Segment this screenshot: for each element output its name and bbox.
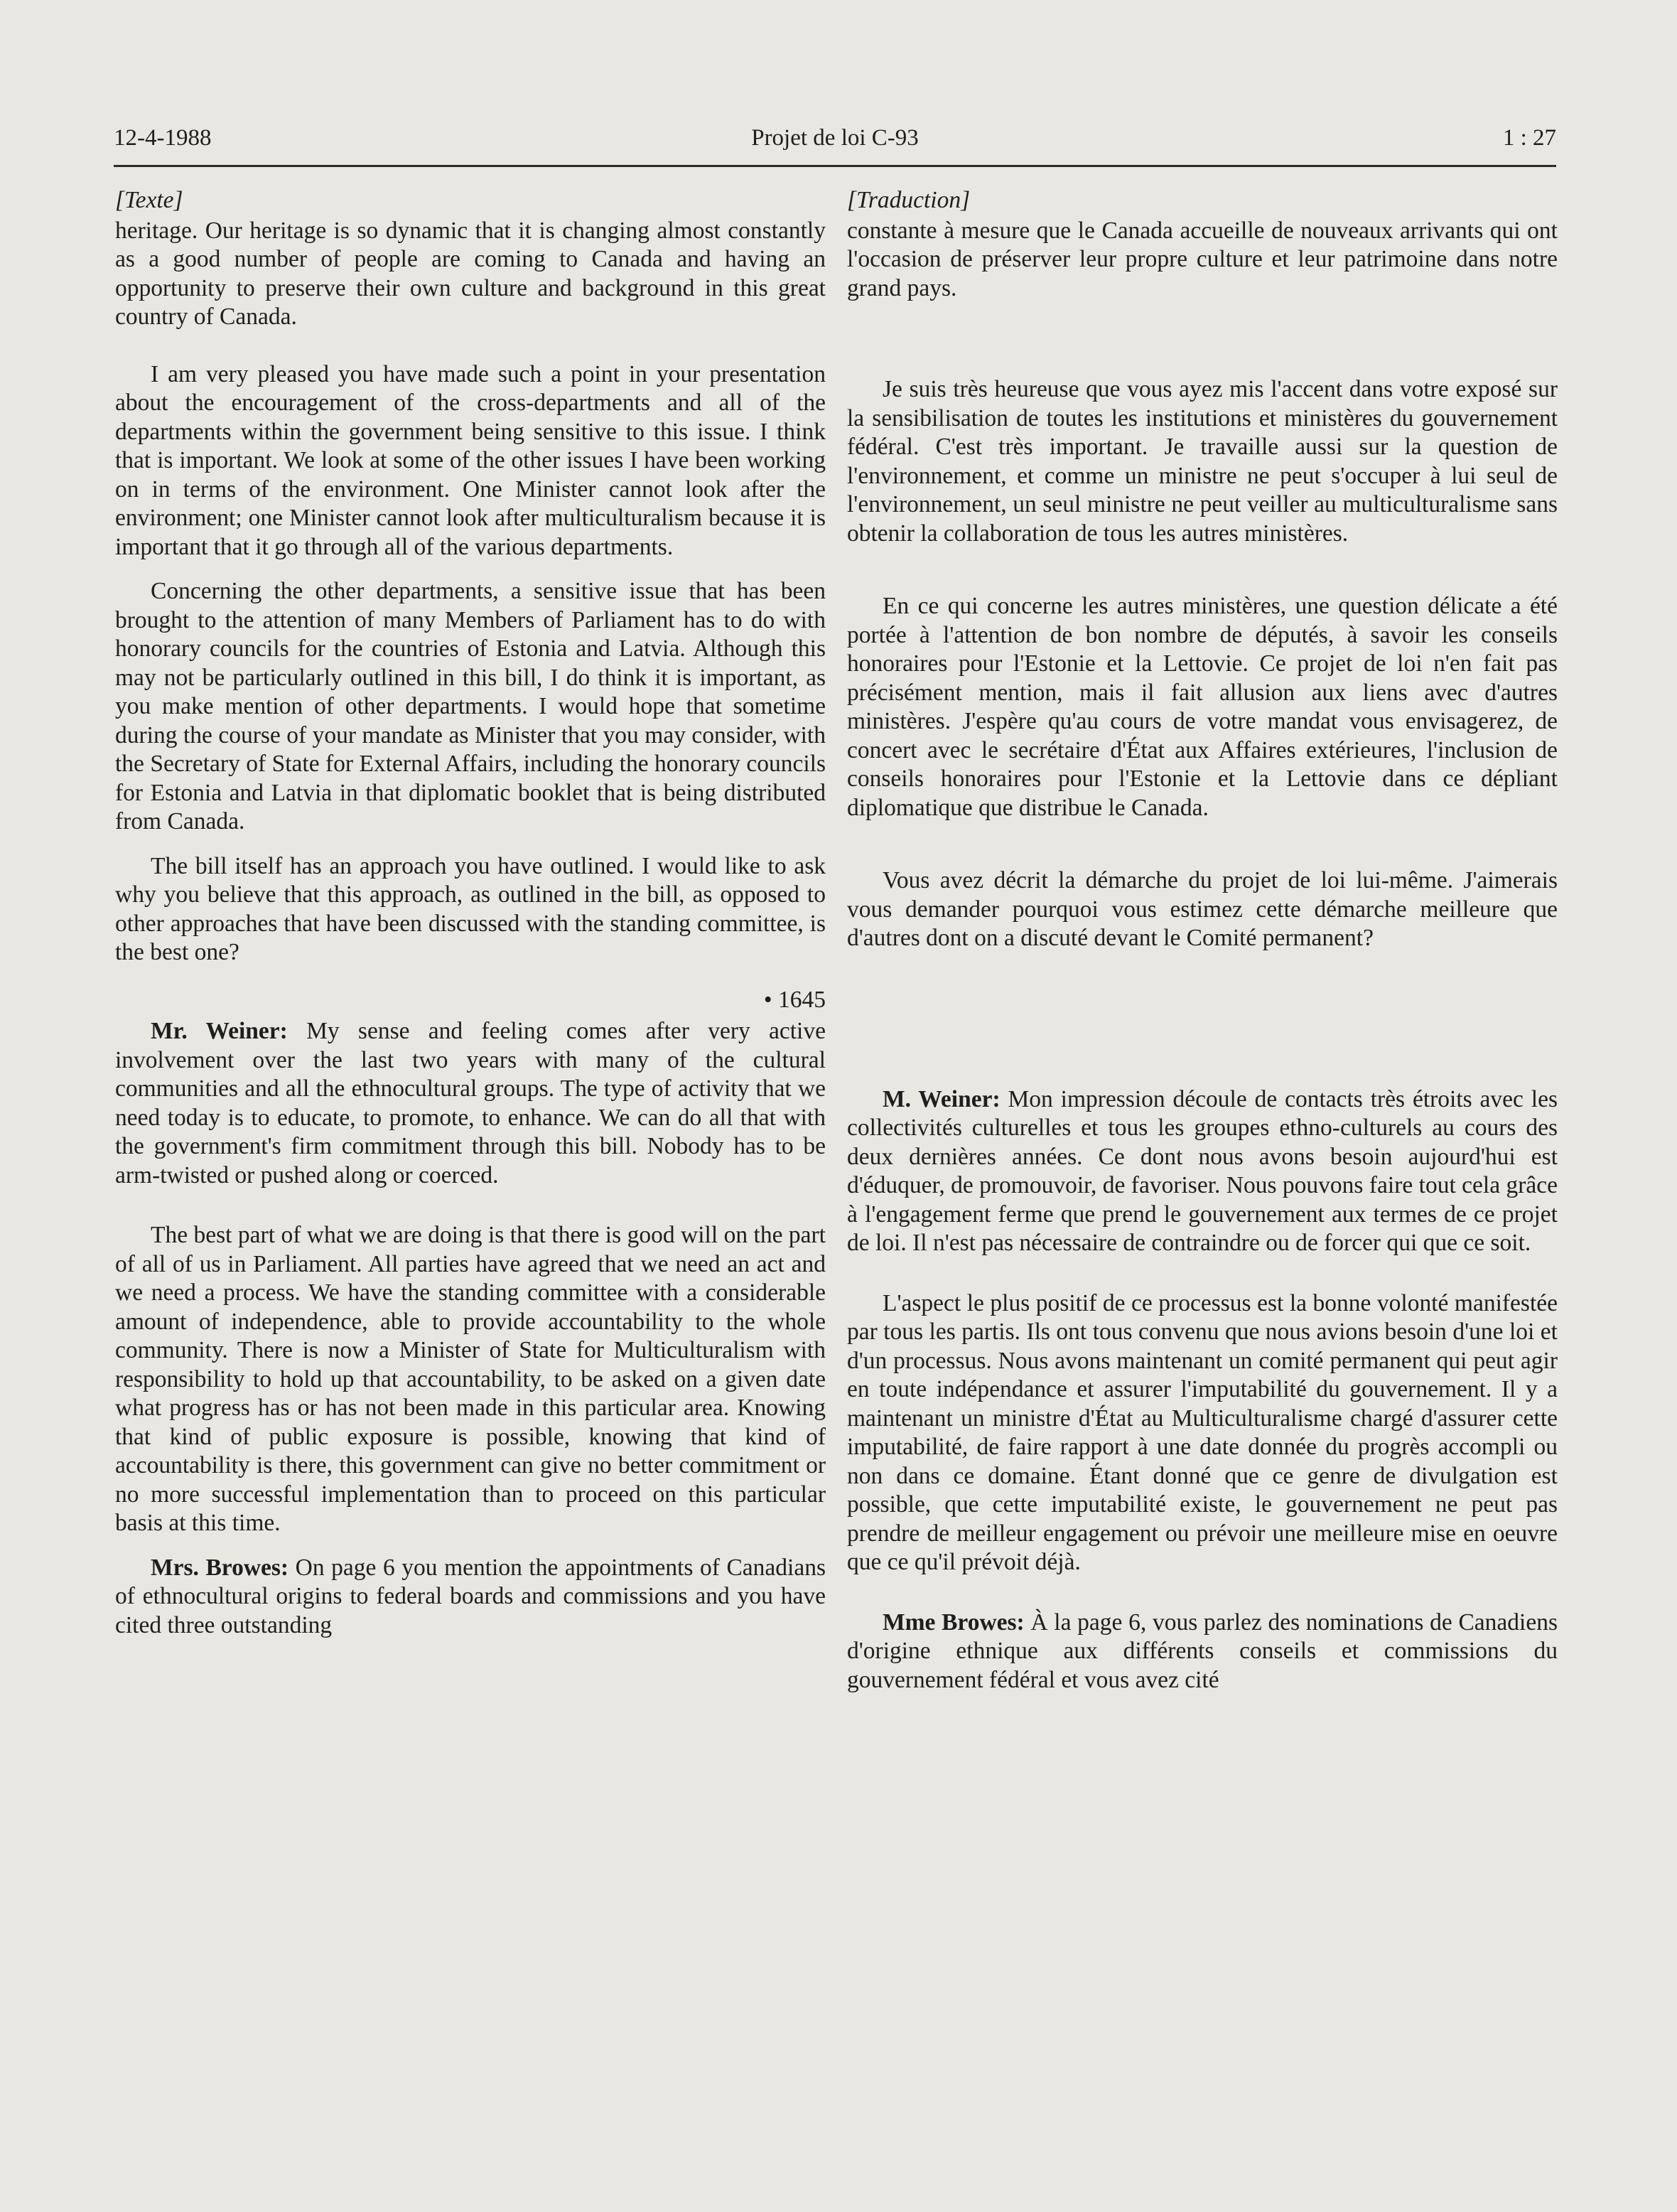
english-weiner-text: My sense and feeling comes after very active involvement over the last two years with many of the cultural communities and all the ethnocultural groups. The type of activity that we need today is to educate, to promote, to enhance. We can do all that with the government's firm commitment through this bill. Nobody has to be arm-twisted or pushed along or coerced. [115,1018,826,1188]
english-tag: [Texte] [115,187,183,213]
speaker-weiner-fr: M. Weiner: [883,1085,1001,1112]
header-rule [114,165,1556,167]
speaker-browes-en: Mrs. Browes: [151,1554,289,1581]
english-paragraph-1: heritage. Our heritage is so dynamic that it is changing almost constantly as a good number of people are coming to Canada and having an opportunity to preserve their own culture and background in this great country of Canada. [115,217,826,330]
speaker-weiner-en: Mr. Weiner: [151,1018,288,1044]
english-browes-question [115,1554,826,1641]
french-paragraph-4: Vous avez décrit la démarche du projet de loi lui-même. J'aimerais vous demander pourquoi vous estimez cette démarche meilleure que d'autres dont on a discuté devant le Comité permanent? [847,867,1558,951]
french-weiner-paragraph-2: L'aspect le plus positif de ce processus est la bonne volonté manifestée par tous les partis. Ils ont tous convenu que nous avions besoin d'une loi et d'un processus. Nous avons maintenant un comité permanent qui peut agir en toute indépendance et assurer l'imputabilité du gouvernement. Il y a maintenant un ministre d'État au Multiculturalisme chargé d'assurer cette imputabilité, de faire rapport à une date donnée du progrès accompli ou non dans ce domaine. Étant donné que ce genre de divulgation est possible, que cette imputabilité existe, le gouvernement ne peut pas prendre de meilleur engagement ou prévoir une meilleure mise en oeuvre que ce qu'il prévoit déjà. [847,1289,1558,1575]
speaker-browes-fr: Mme Browes: [883,1609,1025,1636]
french-weiner-text: Mon impression découle de contacts très étroits avec les collectivités culturelles et tous les groupes ethno-culturels au cours des deux dernières années. Ce dont nous avons besoin aujourd'hui est d'éduquer, de promouvoir, de favoriser. Nous pouvons faire tout cela grâce à l'engagement ferme que prend le gouvernement aux termes de ce projet de loi. Il n'est pas nécessaire de contraindre ou de forcer qui que ce soit. [847,1085,1558,1256]
english-paragraph-4: The bill itself has an approach you have outlined. I would like to ask why you believe that this approach, as outlined in the bill, as opposed to other approaches that have been discussed with the standing committee, is the best one? [115,852,826,965]
english-column [115,186,826,1640]
french-column [847,186,1558,1695]
header-date: 12-4-1988 [114,125,212,151]
french-tag: [Traduction] [847,187,971,213]
english-timestamp: • 1645 [763,986,826,1013]
french-browes-text: À la page 6, vous parlez des nominations de Canadiens d'origine ethnique aux différents conseils et commissions du gouvernement fédéral et vous avez cité [847,1609,1558,1693]
english-paragraph-2: I am very pleased you have made such a point in your presentation about the encouragement of the cross-departments and all of the departments within the government being sensitive to this issue. I think that is important. We look at some of the other issues I have been working on in terms of the environment. One Minister cannot look after the environment; one Minister cannot look after multiculturalism because it is important that it go through all of the various departments. [115,360,826,560]
french-weiner-reply [847,1085,1558,1258]
english-paragraph-3: Concerning the other departments, a sensitive issue that has been brought to the attention of many Members of Parliament has to do with honorary councils for the countries of Estonia and Latvia. Although this may not be particularly outlined in this bill, I do think it is important, as you make mention of other departments. I would hope that sometime during the course of your mandate as Minister that you may consider, with the Secretary of State for External Affairs, including the honorary councils for Estonia and Latvia in that diplomatic booklet that is being distributed from Canada. [115,578,826,834]
english-browes-text: On page 6 you mention the appointments of Canadians of ethnocultural origins to federal boards and commissions and you have cited three outstanding [115,1554,826,1638]
page-header [114,121,1556,163]
english-weiner-paragraph-2: The best part of what we are doing is that there is good will on the part of all of us in Parliament. All parties have agreed that we need an act and we need a process. We have the standing committee with a considerable amount of independence, able to provide accountability to the whole community. There is now a Minister of State for Multiculturalism with responsibility to hold up that accountability, to be asked on a given date what progress has or has not been made in this particular area. Knowing that kind of public exposure is possible, knowing that kind of accountability is there, this government can give no better commitment or no more successful implementation than to proceed on this particular basis at this time. [115,1222,826,1536]
french-paragraph-2: Je suis très heureuse que vous ayez mis l'accent dans votre exposé sur la sensibilisation de toutes les institutions et ministères du gouvernement fédéral. C'est très important. Je travaille aussi sur la question de l'environnement, et comme un ministre ne peut s'occuper à lui seul de l'environnement, un seul ministre ne peut veiller au multiculturalisme sans obtenir la collaboration de tous les autres ministères. [847,376,1558,547]
french-paragraph-3: En ce qui concerne les autres ministères, une question délicate a été portée à l'attention de bon nombre de députés, à savoir les conseils honoraires pour l'Estonie et la Lettovie. Ce projet de loi n'en fait pas précisément mention, mais il fait allusion aux liens avec d'autres ministères. J'espère qu'au cours de votre mandat vous envisagerez, de concert avec le secrétaire d'État aux Affaires extérieures, l'inclusion de conseils honoraires pour l'Estonie et la Lettovie dans ce dépliant diplomatique que distribue le Canada. [847,593,1558,821]
french-paragraph-1: constante à mesure que le Canada accueille de nouveaux arrivants qui ont l'occasion de préserver leur propre culture et leur patrimoine dans notre grand pays. [847,217,1558,301]
french-browes-question [847,1609,1558,1695]
english-weiner-reply [115,1017,826,1190]
header-title: Projet de loi C-93 [751,125,919,151]
header-page-number: 1 : 27 [1502,125,1556,151]
